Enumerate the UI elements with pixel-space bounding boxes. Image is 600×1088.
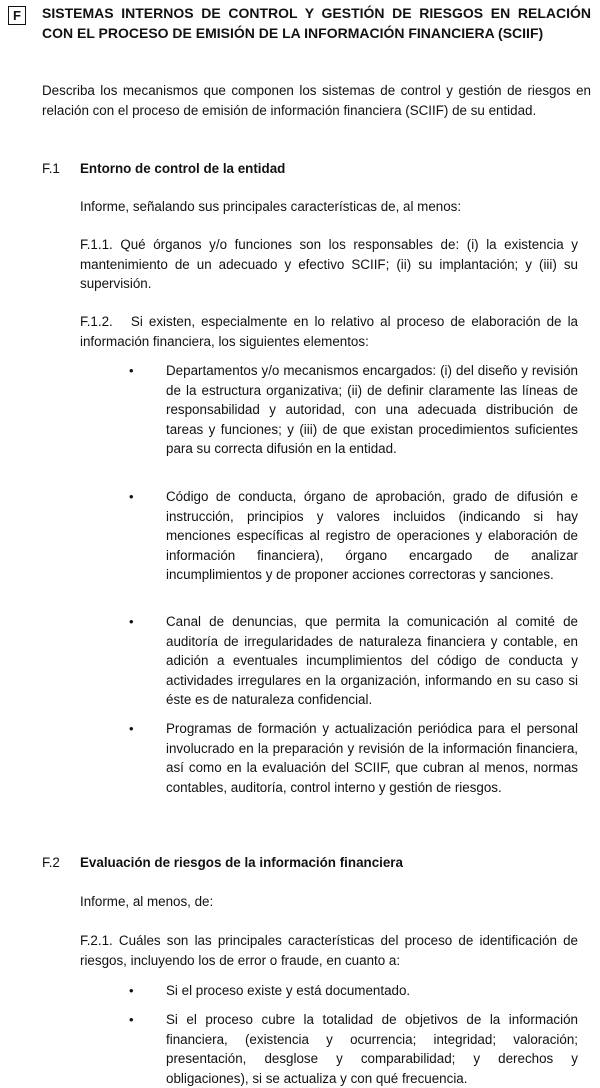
f1-bullet-1: Departamentos y/o mecanismos encargados: (i) del diseño y revisión de la estructura organizativa; (ii) de definir claramente las líneas de responsabilidad y autoridad, con una adecuada distribución de tareas y funciones; y (iii) de que existan procedimientos suficientes para su correcta difusión en la entidad. <box>166 363 578 456</box>
section-letter-box: F <box>8 6 26 25</box>
f1-title: Entorno de control de la entidad <box>80 161 286 176</box>
f2-question-1: F.2.1. Cuáles son las principales características del proceso de identificación de riesgos, incluyendo los de error o fraude, en cuanto a: <box>80 933 578 968</box>
bullet-icon: • <box>129 614 134 629</box>
f1-number: F.1 <box>42 161 60 176</box>
f1-bullet-4: Programas de formación y actualización periódica para el personal involucrado en la preparación y revisión de la información financiera, así como en la evaluación del SCIIF, que cubran al menos, normas contables, auditoría, control interno y gestión de riesgos. <box>166 721 578 795</box>
f1-lead: Informe, señalando sus principales características de, al menos: <box>80 199 462 214</box>
f2-lead: Informe, al menos, de: <box>80 894 214 909</box>
f1-bullet-3: Canal de denuncias, que permita la comunicación al comité de auditoría de irregularidades de naturaleza financiera y contable, en adición a eventuales incumplimientos del código de conducta y actividades irregulares en la organización, informando en su caso si éste es de naturaleza confidencial. <box>166 614 578 707</box>
bullet-icon: • <box>129 489 134 504</box>
f2-number: F.2 <box>42 855 60 870</box>
bullet-icon: • <box>129 1012 134 1027</box>
bullet-icon: • <box>129 983 134 998</box>
f2-title: Evaluación de riesgos de la información financiera <box>80 855 403 870</box>
section-title: SISTEMAS INTERNOS DE CONTROL Y GESTIÓN DE RIESGOS EN RELACIÓN CON EL PROCESO DE EMISIÓN DE LA INFORMACIÓN FINANCIERA (SCIIF) <box>42 5 591 41</box>
bullet-icon: • <box>129 721 134 736</box>
f2-bullet-1: Si el proceso existe y está documentado. <box>166 983 411 998</box>
intro-paragraph: Describa los mecanismos que componen los sistemas de control y gestión de riesgos en relación con el proceso de emisión de información financiera (SCIIF) de su entidad. <box>42 83 591 118</box>
f2-bullet-2: Si el proceso cubre la totalidad de objetivos de la información financiera, (existencia y ocurrencia; integridad; valoración; presentación, desglose y comparabilidad; y derechos y obligaciones), si se actualiza y con qué frecuencia. <box>166 1012 578 1086</box>
bullet-icon: • <box>129 363 134 378</box>
f1-question-1: F.1.1. Qué órganos y/o funciones son los responsables de: (i) la existencia y mantenimiento de un adecuado y efectivo SCIIF; (ii) su implantación; y (iii) su supervisión. <box>80 237 578 291</box>
f1-bullet-2: Código de conducta, órgano de aprobación, grado de difusión e instrucción, principios y valores incluidos (indicando si hay menciones específicas al registro de operaciones y elaboración de información financiera), órgano encargado de analizar incumplimientos y de proponer acciones correctoras y sanciones. <box>166 489 578 582</box>
f1-question-2: F.1.2. Si existen, especialmente en lo relativo al proceso de elaboración de la información financiera, los siguientes elementos: <box>80 314 582 349</box>
